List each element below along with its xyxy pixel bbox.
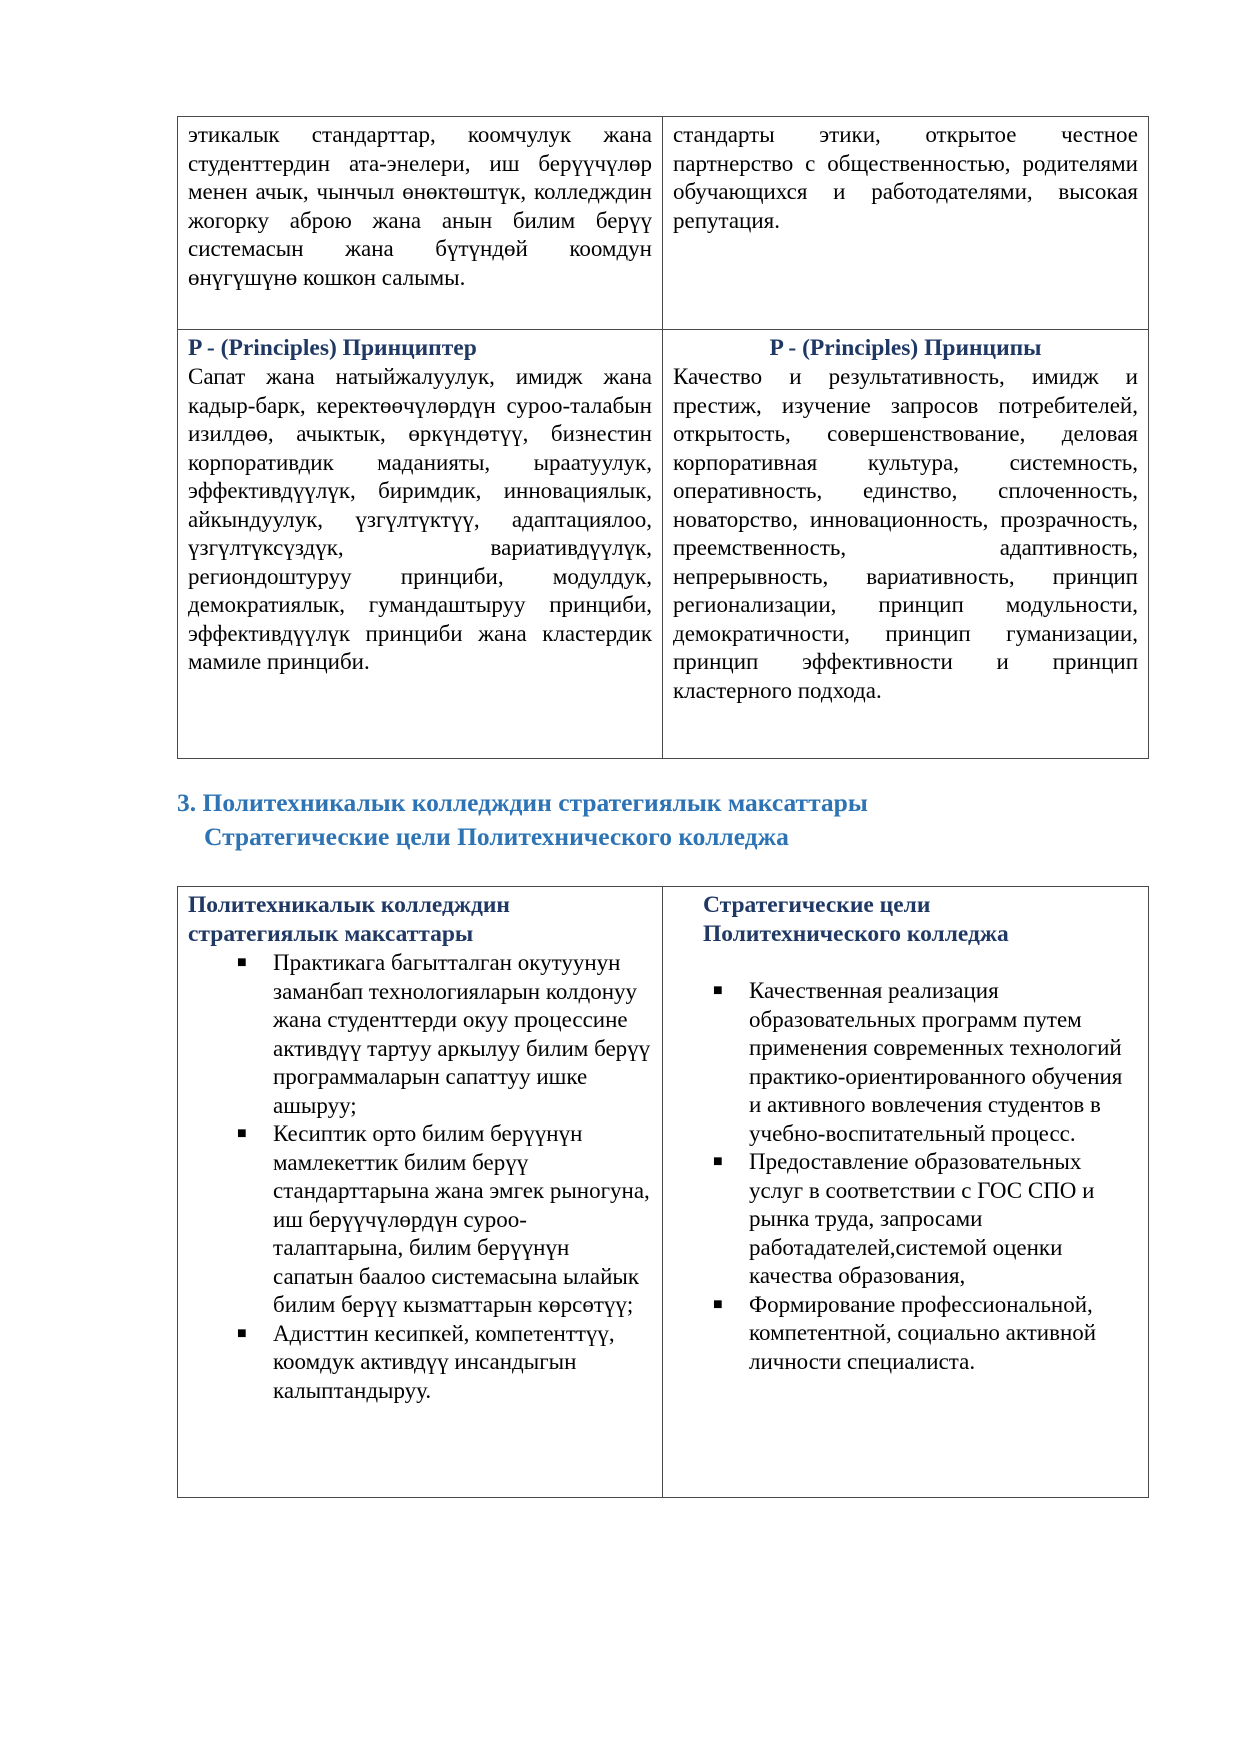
principles-kg-text: Сапат жана натыйжалуулук, имидж жана кадыр-барк, керектөөчүлөрдүн суроо-талабын изилдөө, ачыктык, өркүндөтүү, бизнестин корпоративдик маданияты, ыраатуулук, эффективдүүлүк, биримдик, инновациялык, айкындуулук, үзгүлтүктүү, адаптациялоо, үзгүлтүксүздүк, вариативдүүлүк, региондоштуруу принциби, модулдук, демократиялык, гумандаштыруу принциби, эффективдүүлүк принциби жана кластердик мамиле принциби. [188, 364, 652, 674]
section-heading-ru: Стратегические цели Политехнического колледжа [204, 822, 789, 851]
values-ru-cell [663, 117, 1149, 330]
goals-ru-title: Стратегические цели Политехнического колледжа [703, 892, 1009, 947]
goals-row [178, 887, 1149, 1498]
principles-ru-title: P - (Principles) Принципы [769, 335, 1042, 361]
bullet-icon: ■ [713, 1153, 723, 1170]
list-item-text: Практикага багытталган окутуунун заманбап технологияларын колдонуу жана студенттерди окуу процессине активдүү тартуу аркылуу билим берүү программаларын сапаттуу ишке ашыруу; [273, 950, 651, 1118]
goals-ru-list [673, 977, 1138, 1376]
list-item [713, 1291, 1138, 1377]
values-kg-cell [178, 117, 663, 330]
list-item-text: Адисттин кесипкей, компетенттүү, коомдук активдүү инсандыгын калыптандыруу. [273, 1320, 615, 1403]
list-item-text: Кесиптик орто билим берүүнүн мамлекеттик билим берүү стандарттарына жана эмгек рыногуна, иш берүүчүлөрдүн суроо-талаптарына, билим берүүнүн сапатын баалоо системасына ылайык билим берүү кызматтарын көрсөтүү; [273, 1121, 650, 1317]
bullet-icon: ■ [237, 954, 247, 971]
section-heading [177, 786, 1137, 854]
list-item [237, 1320, 652, 1406]
list-item-text: Качественная реализация образовательных программ путем применения современных технологий практико-ориентированного обучения и активного вовлечения студентов в учебно-воспитательный процесс. [749, 978, 1123, 1146]
principles-row [178, 330, 1149, 759]
list-item [237, 949, 652, 1120]
list-item [237, 1120, 652, 1320]
list-item [713, 1148, 1138, 1291]
values-row [178, 117, 1149, 330]
principles-kg-title: P - (Principles) Принциптер [188, 335, 477, 361]
goals-kg-list [188, 949, 652, 1405]
goals-kg-cell [178, 887, 663, 1498]
bullet-icon: ■ [713, 982, 723, 999]
bullet-icon: ■ [237, 1125, 247, 1142]
spacer [673, 949, 1138, 977]
list-item-text: Формирование профессиональной, компетентной, социально активной личности специалиста. [749, 1291, 1097, 1374]
list-item [713, 977, 1138, 1148]
principles-ru-cell [663, 330, 1149, 759]
values-principles-table [177, 116, 1149, 759]
bullet-icon: ■ [713, 1295, 723, 1313]
values-ru-text: стандарты этики, открытое честное партнерство с общественностью, родителями обучающихся и работодателями, высокая репутация. [673, 122, 1138, 233]
principles-ru-text: Качество и результативность, имидж и престиж, изучение запросов потребителей, открытость, совершенствование, деловая корпоративная культура, системность, оперативность, единство, сплоченность, новаторство, инновационность, прозрачность, преемственность, адаптивность, непрерывность, вариативность, принцип регионализации, принцип модульности, демократичности, принцип гуманизации, принцип эффективности и принцип кластерного подхода. [673, 364, 1138, 703]
list-item-text: Предоставление образовательных услуг в соответствии с ГОС СПО и рынка труда, запросами работадателей,системой оценки качества образования, [749, 1149, 1095, 1288]
strategic-goals-table [177, 886, 1149, 1498]
bullet-icon: ■ [237, 1324, 247, 1342]
goals-kg-title: Политехникалык колледждин стратегиялык максаттары [188, 892, 510, 947]
goals-ru-cell [663, 887, 1149, 1498]
principles-kg-cell [178, 330, 663, 759]
values-kg-text: этикалык стандарттар, коомчулук жана студенттердин ата-энелери, иш берүүчүлөр менен ачык, чынчыл өнөктөштүк, колледждин жогорку аброю жана анын билим берүү системасын жана бүтүндөй коомдун өнүгүшүнө кошкон салымы. [188, 122, 652, 290]
section-heading-kg: 3. Политехникалык колледждин стратегиялык максаттары [177, 788, 868, 817]
